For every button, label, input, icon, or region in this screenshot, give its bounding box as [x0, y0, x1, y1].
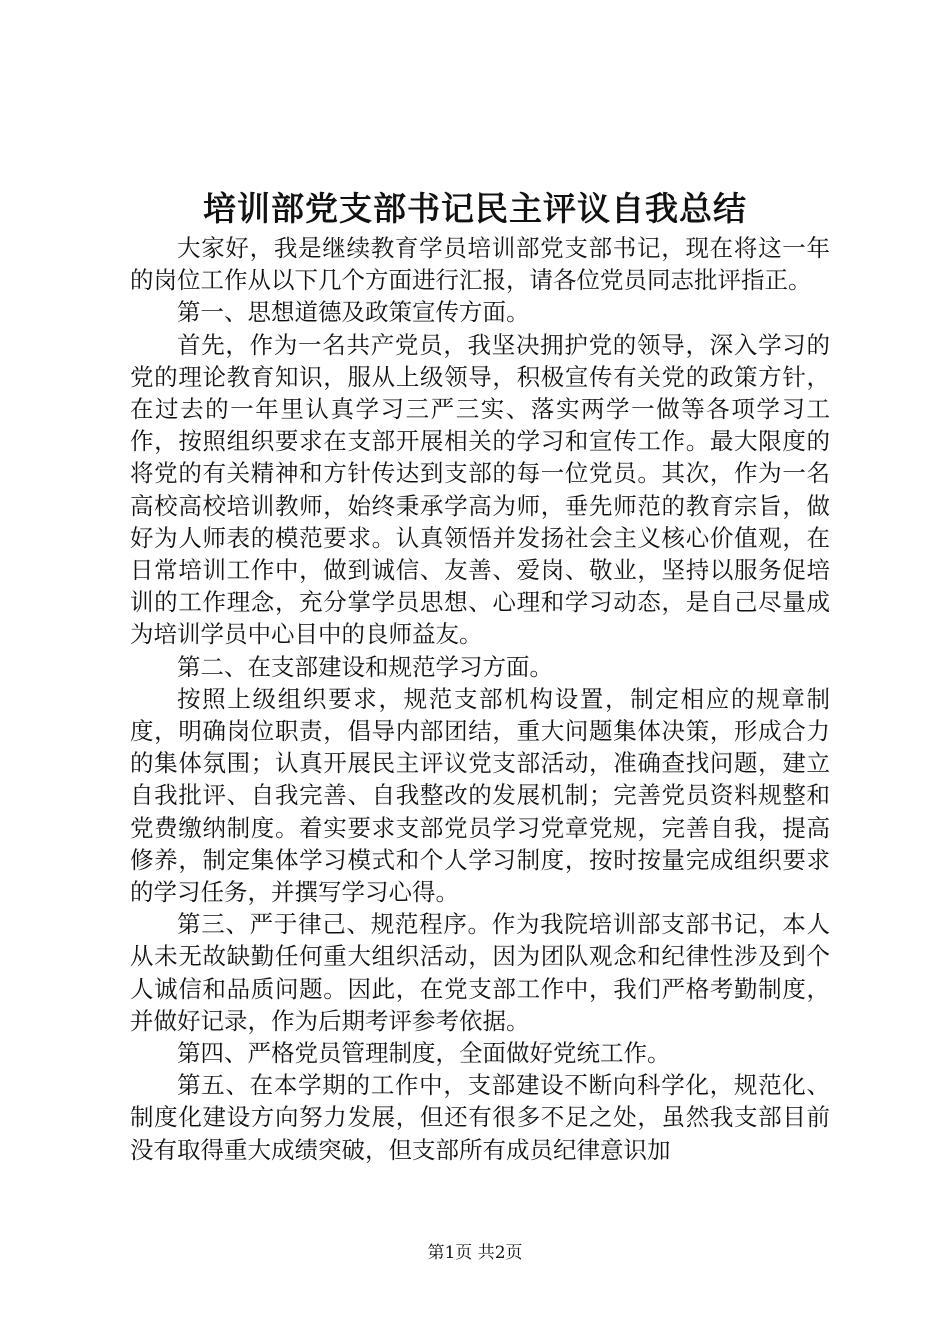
paragraph-heading-2: 第二、在支部建设和规范学习方面。 — [177, 652, 553, 681]
paragraph-intro: 大家好，我是继续教育学员培训部党支部书记，现在将这一年的岗位工作从以下几个方面进行汇报，请各位党员同志批评指正。 — [130, 234, 830, 295]
paragraph-section-5: 第五、在本学期的工作中，支部建设不断向科学化，规范化、制度化建设方向努力发展，但还有很多不足之处，虽然我支部目前没有取得重大成绩突破，但支部所有成员纪律意识加 — [130, 1071, 830, 1164]
paragraph-heading-4: 第四、严格党员管理制度，全面做好党统工作。 — [177, 1039, 671, 1068]
paragraph-section-3: 第三、严于律己、规范程序。作为我院培训部支部书记，本人从未无故缺勤任何重大组织活动，因为团队观念和纪律性涉及到个人诚信和品质问题。因此，在党支部工作中，我们严格考勤制度，并做好记录，作为后期考评参考依据。 — [130, 910, 830, 1035]
page-number-footer: 第1页 共2页 — [427, 1243, 523, 1263]
document-body — [130, 232, 830, 1166]
paragraph-section-1: 首先，作为一名共产党员，我坚决拥护党的领导，深入学习的党的理论教育知识，服从上级领导，积极宣传有关党的政策方针，在过去的一年里认真学习三严三实、落实两学一做等各项学习工作，按照组织要求在支部开展相关的学习和宣传工作。最大限度的将党的有关精神和方针传达到支部的每一位党员。其次，作为一名高校高校培训教师，始终秉承学高为师，垂先师范的教育宗旨，做好为人师表的模范要求。认真领悟并发扬社会主义核心价值观，在日常培训工作中，做到诚信、友善、爱岗、敬业，坚持以服务促培训的工作理念，充分掌学员思想、心理和学习动态，是自己尽量成为培训学员中心目中的良师益友。 — [130, 330, 830, 649]
paragraph-section-2: 按照上级组织要求，规范支部机构设置，制定相应的规章制度，明确岗位职责，倡导内部团结，重大问题集体决策，形成合力的集体氛围；认真开展民主评议党支部活动，准确查找问题，建立自我批评、自我完善、自我整改的发展机制；完善党员资料规整和党费缴纳制度。着实要求支部党员学习党章党规，完善自我，提高修养，制定集体学习模式和个人学习制度，按时按量完成组织要求的学习任务，并撰写学习心得。 — [130, 684, 830, 907]
document-title: 培训部党支部书记民主评议自我总结 — [203, 189, 747, 228]
paragraph-heading-1: 第一、思想道德及政策宣传方面。 — [177, 298, 530, 327]
